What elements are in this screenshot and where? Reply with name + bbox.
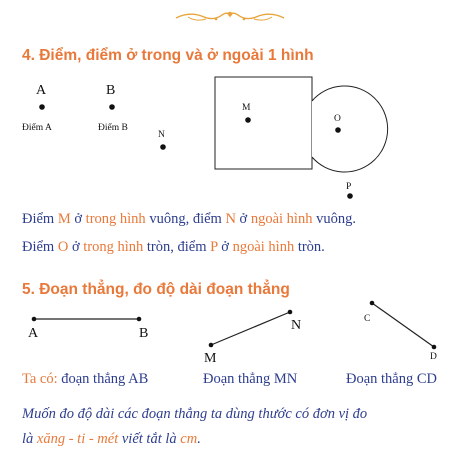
text: ở bbox=[68, 239, 84, 255]
square-shape bbox=[215, 77, 312, 169]
text: . bbox=[197, 431, 201, 447]
point-b-caption: Điểm B bbox=[98, 123, 128, 133]
text: tròn, điểm bbox=[143, 239, 211, 255]
text: ở bbox=[70, 211, 86, 227]
segment-point-m-label: M bbox=[204, 351, 217, 366]
segment-mn bbox=[211, 312, 290, 345]
point-a-dot bbox=[39, 104, 45, 110]
point-n-dot bbox=[288, 310, 293, 315]
unit-abbreviation: cm bbox=[180, 431, 198, 447]
point-d-dot bbox=[432, 345, 437, 350]
circle-shape bbox=[312, 86, 388, 172]
text: vuông, điểm bbox=[145, 211, 226, 227]
point-a-label: A bbox=[36, 83, 47, 98]
section-4-figure bbox=[0, 60, 462, 200]
segment-cd bbox=[372, 303, 434, 347]
segment-point-c-label: C bbox=[364, 314, 371, 324]
ornament-divider bbox=[170, 8, 290, 24]
caption-prefix: Ta có: bbox=[22, 371, 62, 387]
square-sentence bbox=[22, 211, 356, 228]
section-5-figure bbox=[0, 295, 462, 365]
point-n-ref: N bbox=[225, 211, 236, 227]
point-b-label: B bbox=[106, 83, 116, 98]
point-o-label: O bbox=[334, 114, 341, 124]
text: ở bbox=[235, 211, 251, 227]
point-p-ref: P bbox=[210, 239, 218, 255]
point-m-ref: M bbox=[57, 211, 71, 227]
point-o-ref: O bbox=[57, 239, 69, 255]
point-n-label: N bbox=[158, 130, 165, 140]
text: ở bbox=[217, 239, 233, 255]
caption-mn: Đoạn thẳng MN bbox=[203, 371, 298, 387]
point-a-dot bbox=[32, 317, 37, 322]
point-o-dot bbox=[335, 127, 341, 133]
text: Điểm bbox=[22, 239, 58, 255]
segment-point-a-label: A bbox=[28, 326, 39, 341]
outside-phrase: ngoài hình bbox=[250, 211, 313, 227]
point-p-label: P bbox=[346, 182, 352, 192]
point-n-dot bbox=[160, 144, 166, 150]
point-c-dot bbox=[370, 301, 375, 306]
outside-phrase: ngoài hình bbox=[232, 239, 295, 255]
inside-phrase: trong hình bbox=[83, 239, 144, 255]
measure-note-line-1: Muốn đo độ dài các đoạn thẳng ta dùng thước có đơn vị đo bbox=[22, 406, 368, 422]
section-5-heading: 5. Đoạn thẳng, đo độ dài đoạn thẳng bbox=[22, 281, 290, 298]
point-b-dot bbox=[109, 104, 115, 110]
point-m-dot bbox=[209, 343, 214, 348]
unit-name: xăng - ti - mét bbox=[36, 431, 119, 447]
point-p-dot bbox=[347, 193, 353, 199]
segment-point-d-label: D bbox=[430, 352, 437, 362]
segment-point-n-label: N bbox=[291, 318, 302, 333]
section-4-heading: 4. Điểm, điểm ở trong và ở ngoài 1 hình bbox=[22, 47, 314, 64]
circle-sentence bbox=[22, 239, 325, 256]
text: Điểm bbox=[22, 211, 58, 227]
caption-text: đoạn thẳng AB bbox=[61, 371, 149, 387]
text: viết tắt là bbox=[118, 431, 181, 447]
inside-phrase: trong hình bbox=[85, 211, 146, 227]
text: là bbox=[22, 431, 37, 447]
point-a-caption: Điểm A bbox=[22, 123, 52, 133]
point-m-dot bbox=[245, 117, 251, 123]
segment-point-b-label: B bbox=[139, 326, 149, 341]
point-m-label: M bbox=[242, 103, 251, 113]
text: vuông. bbox=[312, 211, 356, 227]
measure-note-line-2 bbox=[22, 431, 201, 448]
caption-ab bbox=[22, 371, 148, 388]
point-b-dot bbox=[137, 317, 142, 322]
caption-cd: Đoạn thẳng CD bbox=[346, 371, 438, 387]
text: tròn. bbox=[294, 239, 325, 255]
